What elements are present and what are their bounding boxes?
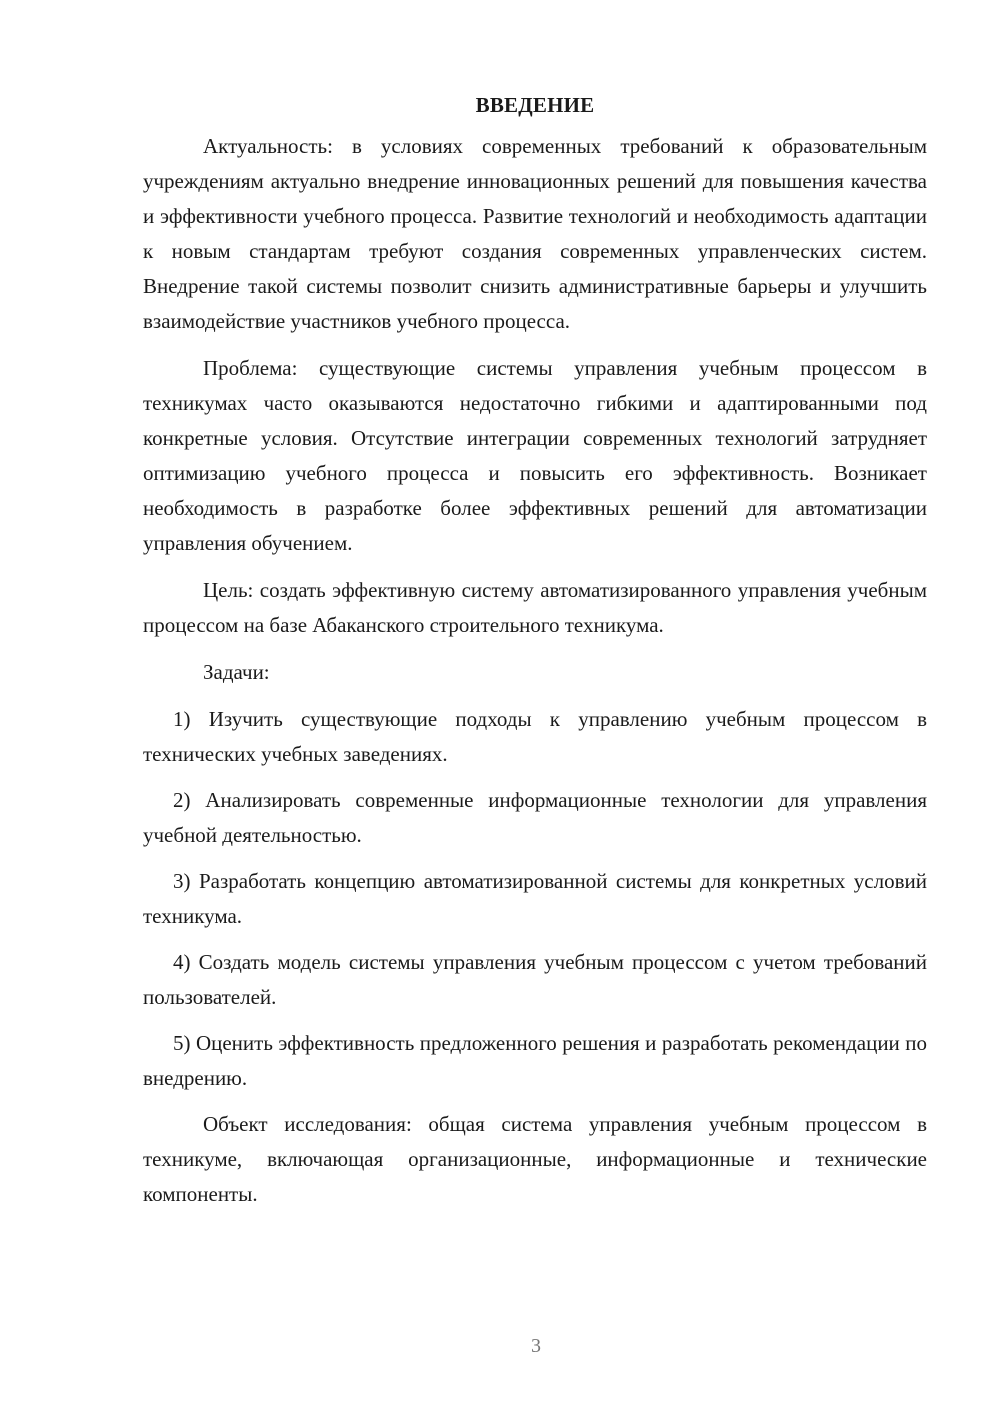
page-content <box>143 88 927 1224</box>
tasks-list <box>143 702 927 1096</box>
paragraph-goal: Цель: создать эффективную систему автоматизированного управления учебным процессом на базе Абаканского строительного техникума. <box>143 578 927 637</box>
task-item: 5) Оценить эффективность предложенного решения и разработать рекомендации по внедрению. <box>143 1031 927 1090</box>
paragraph-relevance: Актуальность: в условиях современных требований к образовательным учреждениям актуально внедрение инновационных решений для повышения качества и эффективности учебного процесса. Развитие технологий и необходимость адаптации к новым стандартам требуют создания современных управленческих систем. Внедрение такой системы позволит снизить административные барьеры и улучшить взаимодействие участников учебного процесса. <box>143 134 927 333</box>
page-number: 3 <box>531 1335 541 1357</box>
task-item: 2) Анализировать современные информационные технологии для управления учебной деятельностью. <box>143 788 927 847</box>
task-item: 4) Создать модель системы управления учебным процессом с учетом требований пользователей. <box>143 950 927 1009</box>
paragraph-problem: Проблема: существующие системы управления учебным процессом в техникумах часто оказываются недостаточно гибкими и адаптированными под конкретные условия. Отсутствие интеграции современных технологий затрудняет оптимизацию учебного процесса и повысить его эффективность. Возникает необходимость в разработке более эффективных решений для автоматизации управления обучением. <box>143 356 927 555</box>
task-item: 3) Разработать концепцию автоматизированной системы для конкретных условий техникума. <box>143 869 927 928</box>
task-item: 1) Изучить существующие подходы к управлению учебным процессом в технических учебных заведениях. <box>143 707 927 766</box>
tasks-heading: Задачи: <box>203 660 270 684</box>
section-heading: ВВЕДЕНИЕ <box>475 93 595 117</box>
paragraph-object: Объект исследования: общая система управления учебным процессом в техникуме, включающая организационные, информационные и технические компоненты. <box>143 1112 927 1206</box>
